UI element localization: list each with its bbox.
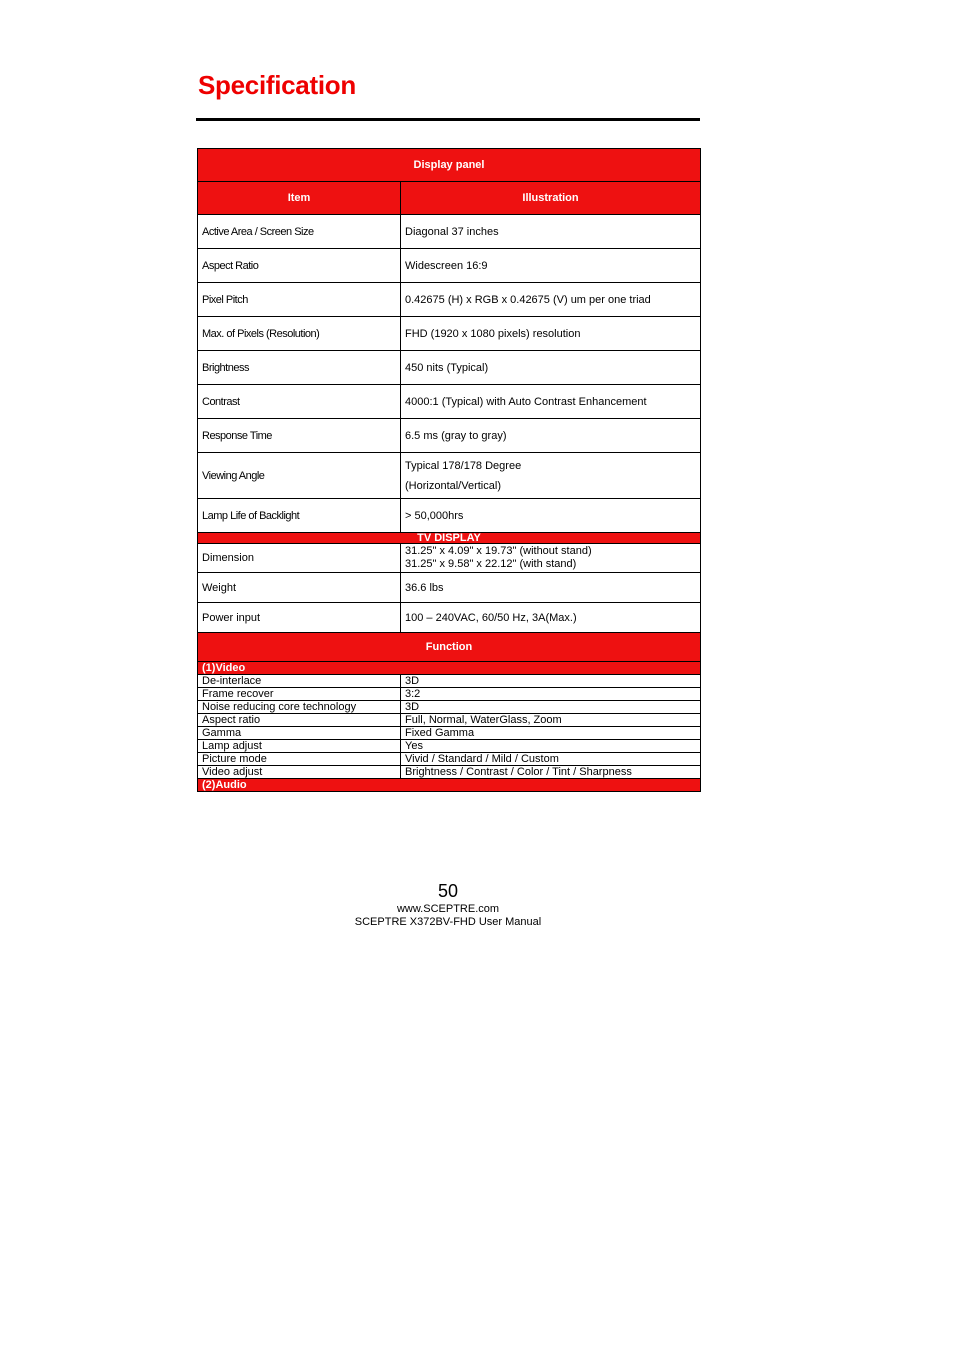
table-row bbox=[198, 603, 701, 633]
table-row bbox=[198, 714, 701, 727]
column-header-illustration: Illustration bbox=[401, 182, 701, 215]
display-panel-header: Display panel bbox=[198, 149, 701, 182]
video-section-header: (1)Video bbox=[198, 662, 701, 675]
column-header-item: Item bbox=[198, 182, 401, 215]
spec-value: 450 nits (Typical) bbox=[401, 351, 701, 385]
spec-value: 36.6 lbs bbox=[401, 573, 701, 603]
spec-value: Widescreen 16:9 bbox=[401, 249, 701, 283]
audio-section-header: (2)Audio bbox=[198, 779, 701, 792]
spec-item: Viewing Angle bbox=[198, 453, 401, 499]
table-row bbox=[198, 701, 701, 714]
spec-item: Brightness bbox=[198, 351, 401, 385]
spec-value bbox=[401, 453, 701, 499]
table-row bbox=[198, 351, 701, 385]
spec-item: Response Time bbox=[198, 419, 401, 453]
spec-item: Lamp Life of Backlight bbox=[198, 499, 401, 533]
table-row bbox=[198, 419, 701, 453]
table-row bbox=[198, 385, 701, 419]
table-row bbox=[198, 544, 701, 573]
table-row bbox=[198, 688, 701, 701]
spec-value-line: (Horizontal/Vertical) bbox=[405, 479, 501, 492]
spec-item: Noise reducing core technology bbox=[198, 701, 401, 714]
spec-item: Gamma bbox=[198, 727, 401, 740]
table-row bbox=[198, 753, 701, 766]
spec-item: Dimension bbox=[198, 544, 401, 573]
spec-value-line: Typical 178/178 Degree bbox=[405, 459, 522, 472]
spec-value: Diagonal 37 inches bbox=[401, 215, 701, 249]
spec-item: Contrast bbox=[198, 385, 401, 419]
spec-value: FHD (1920 x 1080 pixels) resolution bbox=[401, 317, 701, 351]
spec-value bbox=[401, 544, 701, 573]
spec-item: Frame recover bbox=[198, 688, 401, 701]
table-row bbox=[198, 317, 701, 351]
table-row bbox=[198, 675, 701, 688]
spec-value: Vivid / Standard / Mild / Custom bbox=[401, 753, 701, 766]
spec-item: Active Area / Screen Size bbox=[198, 215, 401, 249]
spec-item: Lamp adjust bbox=[198, 740, 401, 753]
table-row bbox=[198, 766, 701, 779]
spec-item: Power input bbox=[198, 603, 401, 633]
table-row bbox=[198, 249, 701, 283]
specification-table bbox=[197, 148, 701, 792]
title-divider bbox=[196, 118, 700, 121]
spec-value: 3D bbox=[401, 701, 701, 714]
spec-item: Video adjust bbox=[198, 766, 401, 779]
spec-item: De-interlace bbox=[198, 675, 401, 688]
spec-value: Fixed Gamma bbox=[401, 727, 701, 740]
spec-value: 3D bbox=[401, 675, 701, 688]
spec-value: 0.42675 (H) x RGB x 0.42675 (V) um per one triad bbox=[401, 283, 701, 317]
spec-value: > 50,000hrs bbox=[401, 499, 701, 533]
table-row bbox=[198, 573, 701, 603]
function-header: Function bbox=[198, 633, 701, 662]
table-row bbox=[198, 499, 701, 533]
spec-value-line: 31.25" x 4.09" x 19.73" (without stand) bbox=[405, 545, 592, 557]
table-row bbox=[198, 215, 701, 249]
page-title: Specification bbox=[198, 70, 356, 100]
spec-value: 100 – 240VAC, 60/50 Hz, 3A(Max.) bbox=[401, 603, 701, 633]
spec-item: Max. of Pixels (Resolution) bbox=[198, 317, 401, 351]
table-row bbox=[198, 740, 701, 753]
spec-value: 4000:1 (Typical) with Auto Contrast Enhancement bbox=[401, 385, 701, 419]
page-number: 50 bbox=[437, 881, 459, 901]
spec-value: Brightness / Contrast / Color / Tint / Sharpness bbox=[401, 766, 701, 779]
tv-display-header: TV DISPLAY bbox=[198, 533, 701, 544]
table-row bbox=[198, 727, 701, 740]
spec-value: Yes bbox=[401, 740, 701, 753]
spec-item: Pixel Pitch bbox=[198, 283, 401, 317]
spec-item: Weight bbox=[198, 573, 401, 603]
spec-item: Aspect Ratio bbox=[198, 249, 401, 283]
spec-item: Aspect ratio bbox=[198, 714, 401, 727]
spec-value: Full, Normal, WaterGlass, Zoom bbox=[401, 714, 701, 727]
table-row bbox=[198, 283, 701, 317]
table-row bbox=[198, 453, 701, 499]
spec-value-line: 31.25" x 9.58" x 22.12" (with stand) bbox=[405, 558, 577, 570]
spec-value: 6.5 ms (gray to gray) bbox=[401, 419, 701, 453]
spec-value: 3:2 bbox=[401, 688, 701, 701]
website-link: www.SCEPTRE.com bbox=[396, 903, 500, 915]
manual-name: SCEPTRE X372BV-FHD User Manual bbox=[354, 916, 542, 928]
spec-item: Picture mode bbox=[198, 753, 401, 766]
